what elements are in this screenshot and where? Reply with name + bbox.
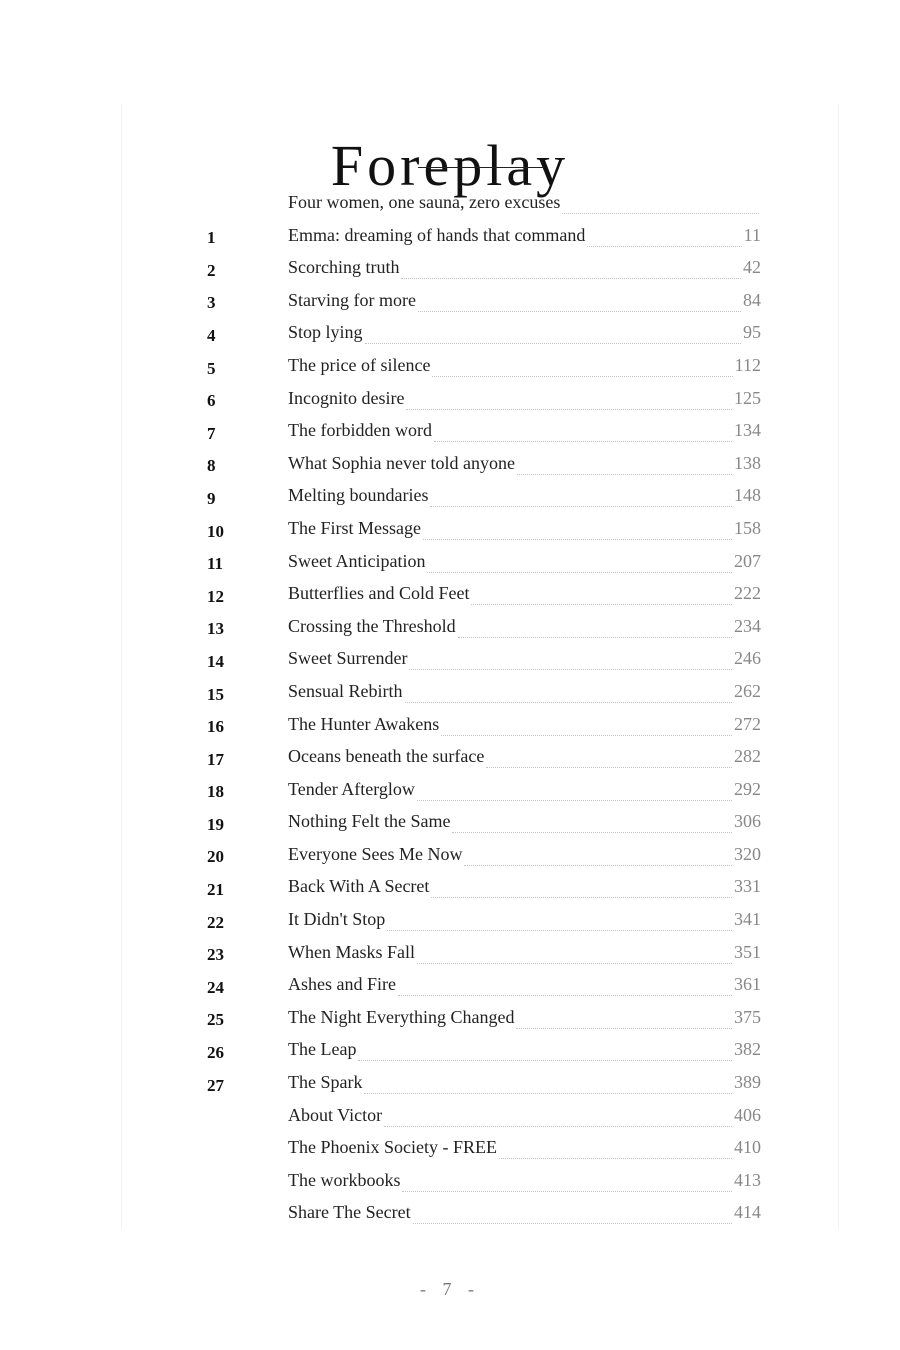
toc-entry[interactable] bbox=[0, 804, 900, 837]
toc-chapter-number: 23 bbox=[207, 945, 224, 965]
toc-entry[interactable] bbox=[0, 1000, 900, 1033]
toc-dot-leader bbox=[365, 343, 741, 344]
toc-chapter-number: 4 bbox=[207, 325, 216, 345]
toc-page-number: 207 bbox=[734, 550, 761, 571]
toc-page-number: 42 bbox=[743, 257, 761, 278]
toc-chapter-title[interactable]: Nothing Felt the Same bbox=[288, 811, 451, 832]
toc-page-number: 148 bbox=[734, 485, 761, 506]
toc-leader-line bbox=[288, 615, 761, 637]
toc-page-number: 234 bbox=[734, 615, 761, 636]
toc-chapter-number: 2 bbox=[207, 260, 216, 280]
toc-chapter-title[interactable]: About Victor bbox=[288, 1104, 383, 1125]
toc-leader-line bbox=[288, 354, 761, 376]
toc-chapter-title[interactable]: The Hunter Awakens bbox=[288, 713, 440, 734]
toc-chapter-number: 17 bbox=[207, 749, 224, 769]
toc-entry[interactable] bbox=[0, 707, 900, 740]
toc-entry[interactable] bbox=[0, 674, 900, 707]
toc-dot-leader bbox=[364, 1093, 732, 1094]
toc-page-number: 11 bbox=[743, 224, 761, 245]
toc-dot-leader bbox=[471, 604, 732, 605]
toc-page-number: 134 bbox=[734, 420, 761, 441]
toc-leader-line bbox=[288, 452, 761, 474]
toc-page-number: 125 bbox=[734, 387, 761, 408]
toc-page-number: 414 bbox=[734, 1202, 761, 1223]
toc-entry[interactable] bbox=[0, 837, 900, 870]
toc-page-number: 282 bbox=[734, 746, 761, 767]
toc-leader-line bbox=[288, 1104, 761, 1126]
toc-page-number: 222 bbox=[734, 583, 761, 604]
toc-dot-leader bbox=[432, 376, 732, 377]
toc-page-number: 112 bbox=[734, 354, 761, 375]
toc-chapter-number: 16 bbox=[207, 717, 224, 737]
toc-entry[interactable] bbox=[0, 641, 900, 674]
toc-entry[interactable] bbox=[0, 1163, 900, 1196]
toc-page-number: 84 bbox=[743, 289, 761, 310]
toc-leader-line bbox=[288, 1201, 761, 1223]
toc-chapter-title[interactable]: When Masks Fall bbox=[288, 941, 415, 962]
toc-entry[interactable] bbox=[0, 511, 900, 544]
toc-dot-leader bbox=[562, 213, 759, 214]
toc-entry[interactable] bbox=[0, 576, 900, 609]
toc-chapter-title[interactable]: Back With A Secret bbox=[288, 876, 430, 897]
toc-entry[interactable] bbox=[0, 967, 900, 1000]
toc-entry[interactable] bbox=[0, 413, 900, 446]
toc-dot-leader bbox=[358, 1060, 732, 1061]
toc-leader-line bbox=[288, 484, 761, 506]
toc-chapter-number: 22 bbox=[207, 912, 224, 932]
toc-chapter-number: 12 bbox=[207, 586, 224, 606]
toc-dot-leader bbox=[430, 506, 732, 507]
toc-chapter-number: 13 bbox=[207, 619, 224, 639]
toc-page-number: 406 bbox=[734, 1104, 761, 1125]
toc-chapter-title[interactable]: The Spark bbox=[288, 1072, 363, 1093]
toc-entry[interactable] bbox=[0, 1032, 900, 1065]
toc-chapter-title[interactable]: Butterflies and Cold Feet bbox=[288, 583, 470, 604]
toc-entry[interactable] bbox=[0, 1195, 900, 1228]
toc-chapter-title[interactable]: Ashes and Fire bbox=[288, 974, 396, 995]
toc-leader-line bbox=[288, 289, 761, 311]
toc-dot-leader bbox=[413, 1223, 732, 1224]
toc-chapter-title[interactable]: Starving for more bbox=[288, 289, 416, 310]
toc-chapter-number: 19 bbox=[207, 814, 224, 834]
toc-chapter-number: 27 bbox=[207, 1075, 224, 1095]
toc-entry[interactable] bbox=[0, 739, 900, 772]
toc-chapter-title[interactable]: Sweet Anticipation bbox=[288, 550, 426, 571]
toc-page-number: 375 bbox=[734, 1006, 761, 1027]
toc-leader-line bbox=[288, 387, 761, 409]
toc-chapter-title[interactable]: Crossing the Threshold bbox=[288, 615, 456, 636]
toc-dot-leader bbox=[464, 865, 732, 866]
toc-leader-line bbox=[288, 1006, 761, 1028]
toc-entry[interactable] bbox=[0, 381, 900, 414]
toc-dot-leader bbox=[402, 1191, 732, 1192]
toc-entry[interactable] bbox=[0, 1130, 900, 1163]
toc-dot-leader bbox=[417, 800, 732, 801]
toc-leader-line bbox=[288, 973, 761, 995]
toc-dot-leader bbox=[384, 1126, 732, 1127]
toc-page-number: 95 bbox=[743, 322, 761, 343]
toc-chapter-title[interactable]: Share The Secret bbox=[288, 1202, 411, 1223]
toc-leader-line bbox=[288, 810, 761, 832]
toc-leader-line bbox=[288, 419, 761, 441]
toc-dot-leader bbox=[427, 572, 732, 573]
toc-page-number: 320 bbox=[734, 843, 761, 864]
toc-entry[interactable] bbox=[0, 1065, 900, 1098]
toc-chapter-title[interactable]: Stop lying bbox=[288, 322, 363, 343]
toc-page-number: 272 bbox=[734, 713, 761, 734]
toc-entry[interactable] bbox=[0, 609, 900, 642]
toc-chapter-title[interactable]: Incognito desire bbox=[288, 387, 405, 408]
toc-entry[interactable] bbox=[0, 348, 900, 381]
toc-page-number: 262 bbox=[734, 680, 761, 701]
toc-dot-leader bbox=[401, 278, 741, 279]
toc-dot-leader bbox=[417, 963, 732, 964]
toc-leader-line bbox=[288, 582, 761, 604]
toc-chapter-number: 20 bbox=[207, 847, 224, 867]
toc-entry[interactable] bbox=[0, 315, 900, 348]
toc-page-number: 138 bbox=[734, 452, 761, 473]
toc-chapter-number: 9 bbox=[207, 488, 216, 508]
toc-leader-line bbox=[288, 1071, 761, 1093]
toc-entry[interactable] bbox=[0, 218, 900, 251]
toc-dot-leader bbox=[516, 1028, 732, 1029]
toc-entry[interactable] bbox=[0, 902, 900, 935]
toc-leader-line bbox=[288, 1136, 761, 1158]
toc-chapter-title[interactable]: Sensual Rebirth bbox=[288, 680, 403, 701]
toc-chapter-title[interactable]: Emma: dreaming of hands that command bbox=[288, 224, 586, 245]
toc-dot-leader bbox=[486, 767, 732, 768]
toc-chapter-title[interactable]: Scorching truth bbox=[288, 257, 400, 278]
toc-leader-line bbox=[288, 191, 761, 213]
toc-chapter-title[interactable]: The price of silence bbox=[288, 354, 431, 375]
toc-chapter-title[interactable]: Tender Afterglow bbox=[288, 778, 415, 799]
toc-page-number: 158 bbox=[734, 517, 761, 538]
toc-entry[interactable] bbox=[0, 250, 900, 283]
toc-leader-line bbox=[288, 713, 761, 735]
toc-chapter-number: 11 bbox=[207, 554, 224, 574]
toc-entry[interactable] bbox=[0, 446, 900, 479]
toc-chapter-number: 8 bbox=[207, 456, 216, 476]
toc-chapter-number: 18 bbox=[207, 782, 224, 802]
toc-chapter-title[interactable]: Oceans beneath the surface bbox=[288, 746, 485, 767]
toc-leader-line bbox=[288, 1169, 761, 1191]
toc-chapter-number: 14 bbox=[207, 651, 224, 671]
toc-leader-line bbox=[288, 517, 761, 539]
toc-page-number: 341 bbox=[734, 909, 761, 930]
toc-page-number: 413 bbox=[734, 1169, 761, 1190]
toc-chapter-number: 1 bbox=[207, 228, 216, 248]
table-of-contents bbox=[0, 185, 900, 1228]
toc-leader-line bbox=[288, 680, 761, 702]
toc-dot-leader bbox=[423, 539, 732, 540]
toc-dot-leader bbox=[441, 735, 732, 736]
toc-dot-leader bbox=[517, 474, 732, 475]
toc-entry[interactable] bbox=[0, 478, 900, 511]
toc-chapter-number: 6 bbox=[207, 391, 216, 411]
toc-entry[interactable] bbox=[0, 935, 900, 968]
toc-leader-line bbox=[288, 875, 761, 897]
toc-leader-line bbox=[288, 550, 761, 572]
toc-chapter-title[interactable]: Sweet Surrender bbox=[288, 648, 408, 669]
toc-chapter-title[interactable]: The Phoenix Society - FREE bbox=[288, 1137, 497, 1158]
toc-chapter-title[interactable]: It Didn't Stop bbox=[288, 909, 386, 930]
toc-leader-line bbox=[288, 778, 761, 800]
toc-page-number: 351 bbox=[734, 941, 761, 962]
toc-dot-leader bbox=[452, 832, 732, 833]
toc-page-number: 389 bbox=[734, 1072, 761, 1093]
toc-leader-line bbox=[288, 224, 761, 246]
toc-leader-line bbox=[288, 321, 761, 343]
toc-page-number: 292 bbox=[734, 778, 761, 799]
toc-chapter-number: 25 bbox=[207, 1010, 224, 1030]
toc-page-number: 331 bbox=[734, 876, 761, 897]
toc-entry[interactable] bbox=[0, 283, 900, 316]
toc-chapter-title[interactable]: The Leap bbox=[288, 1039, 357, 1060]
toc-leader-line bbox=[288, 647, 761, 669]
toc-chapter-title[interactable]: What Sophia never told anyone bbox=[288, 452, 515, 473]
toc-chapter-number: 21 bbox=[207, 880, 224, 900]
toc-entry[interactable] bbox=[0, 772, 900, 805]
toc-page-number: 246 bbox=[734, 648, 761, 669]
toc-leader-line bbox=[288, 1038, 761, 1060]
toc-chapter-number: 3 bbox=[207, 293, 216, 313]
toc-chapter-title[interactable]: Everyone Sees Me Now bbox=[288, 843, 463, 864]
toc-dot-leader bbox=[405, 702, 733, 703]
toc-chapter-number: 15 bbox=[207, 684, 224, 704]
toc-leader-line bbox=[288, 941, 761, 963]
toc-chapter-number: 5 bbox=[207, 358, 216, 378]
toc-entry[interactable] bbox=[0, 1098, 900, 1131]
title-underline bbox=[418, 167, 544, 168]
toc-dot-leader bbox=[431, 897, 732, 898]
toc-entry[interactable] bbox=[0, 544, 900, 577]
toc-entry[interactable] bbox=[0, 869, 900, 902]
toc-chapter-title[interactable]: The forbidden word bbox=[288, 420, 432, 441]
toc-page-number: 306 bbox=[734, 811, 761, 832]
toc-chapter-title[interactable]: The Night Everything Changed bbox=[288, 1006, 515, 1027]
toc-dot-leader bbox=[406, 409, 732, 410]
toc-chapter-number: 7 bbox=[207, 423, 216, 443]
toc-dot-leader bbox=[587, 246, 741, 247]
toc-leader-line bbox=[288, 843, 761, 865]
toc-dot-leader bbox=[418, 311, 741, 312]
toc-page-number: 361 bbox=[734, 974, 761, 995]
toc-dot-leader bbox=[409, 669, 732, 670]
toc-leader-line bbox=[288, 908, 761, 930]
toc-dot-leader bbox=[387, 930, 732, 931]
toc-chapter-title[interactable]: Four women, one sauna, zero excuses bbox=[288, 192, 561, 212]
book-title: Foreplay bbox=[330, 132, 570, 198]
toc-chapter-number: 10 bbox=[207, 521, 224, 541]
toc-leader-line bbox=[288, 745, 761, 767]
toc-chapter-number: 24 bbox=[207, 977, 224, 997]
toc-page-number: 382 bbox=[734, 1039, 761, 1060]
toc-page-number: 410 bbox=[734, 1137, 761, 1158]
toc-dot-leader bbox=[398, 995, 732, 996]
toc-dot-leader bbox=[434, 441, 732, 442]
page-number: - 7 - bbox=[420, 1279, 480, 1299]
toc-leader-line bbox=[288, 256, 761, 278]
toc-dot-leader bbox=[458, 637, 732, 638]
toc-entry[interactable] bbox=[0, 185, 900, 218]
toc-chapter-title[interactable]: The First Message bbox=[288, 517, 421, 538]
toc-chapter-title[interactable]: Melting boundaries bbox=[288, 485, 429, 506]
toc-dot-leader bbox=[499, 1158, 732, 1159]
toc-chapter-title[interactable]: The workbooks bbox=[288, 1169, 401, 1190]
toc-chapter-number: 26 bbox=[207, 1043, 224, 1063]
